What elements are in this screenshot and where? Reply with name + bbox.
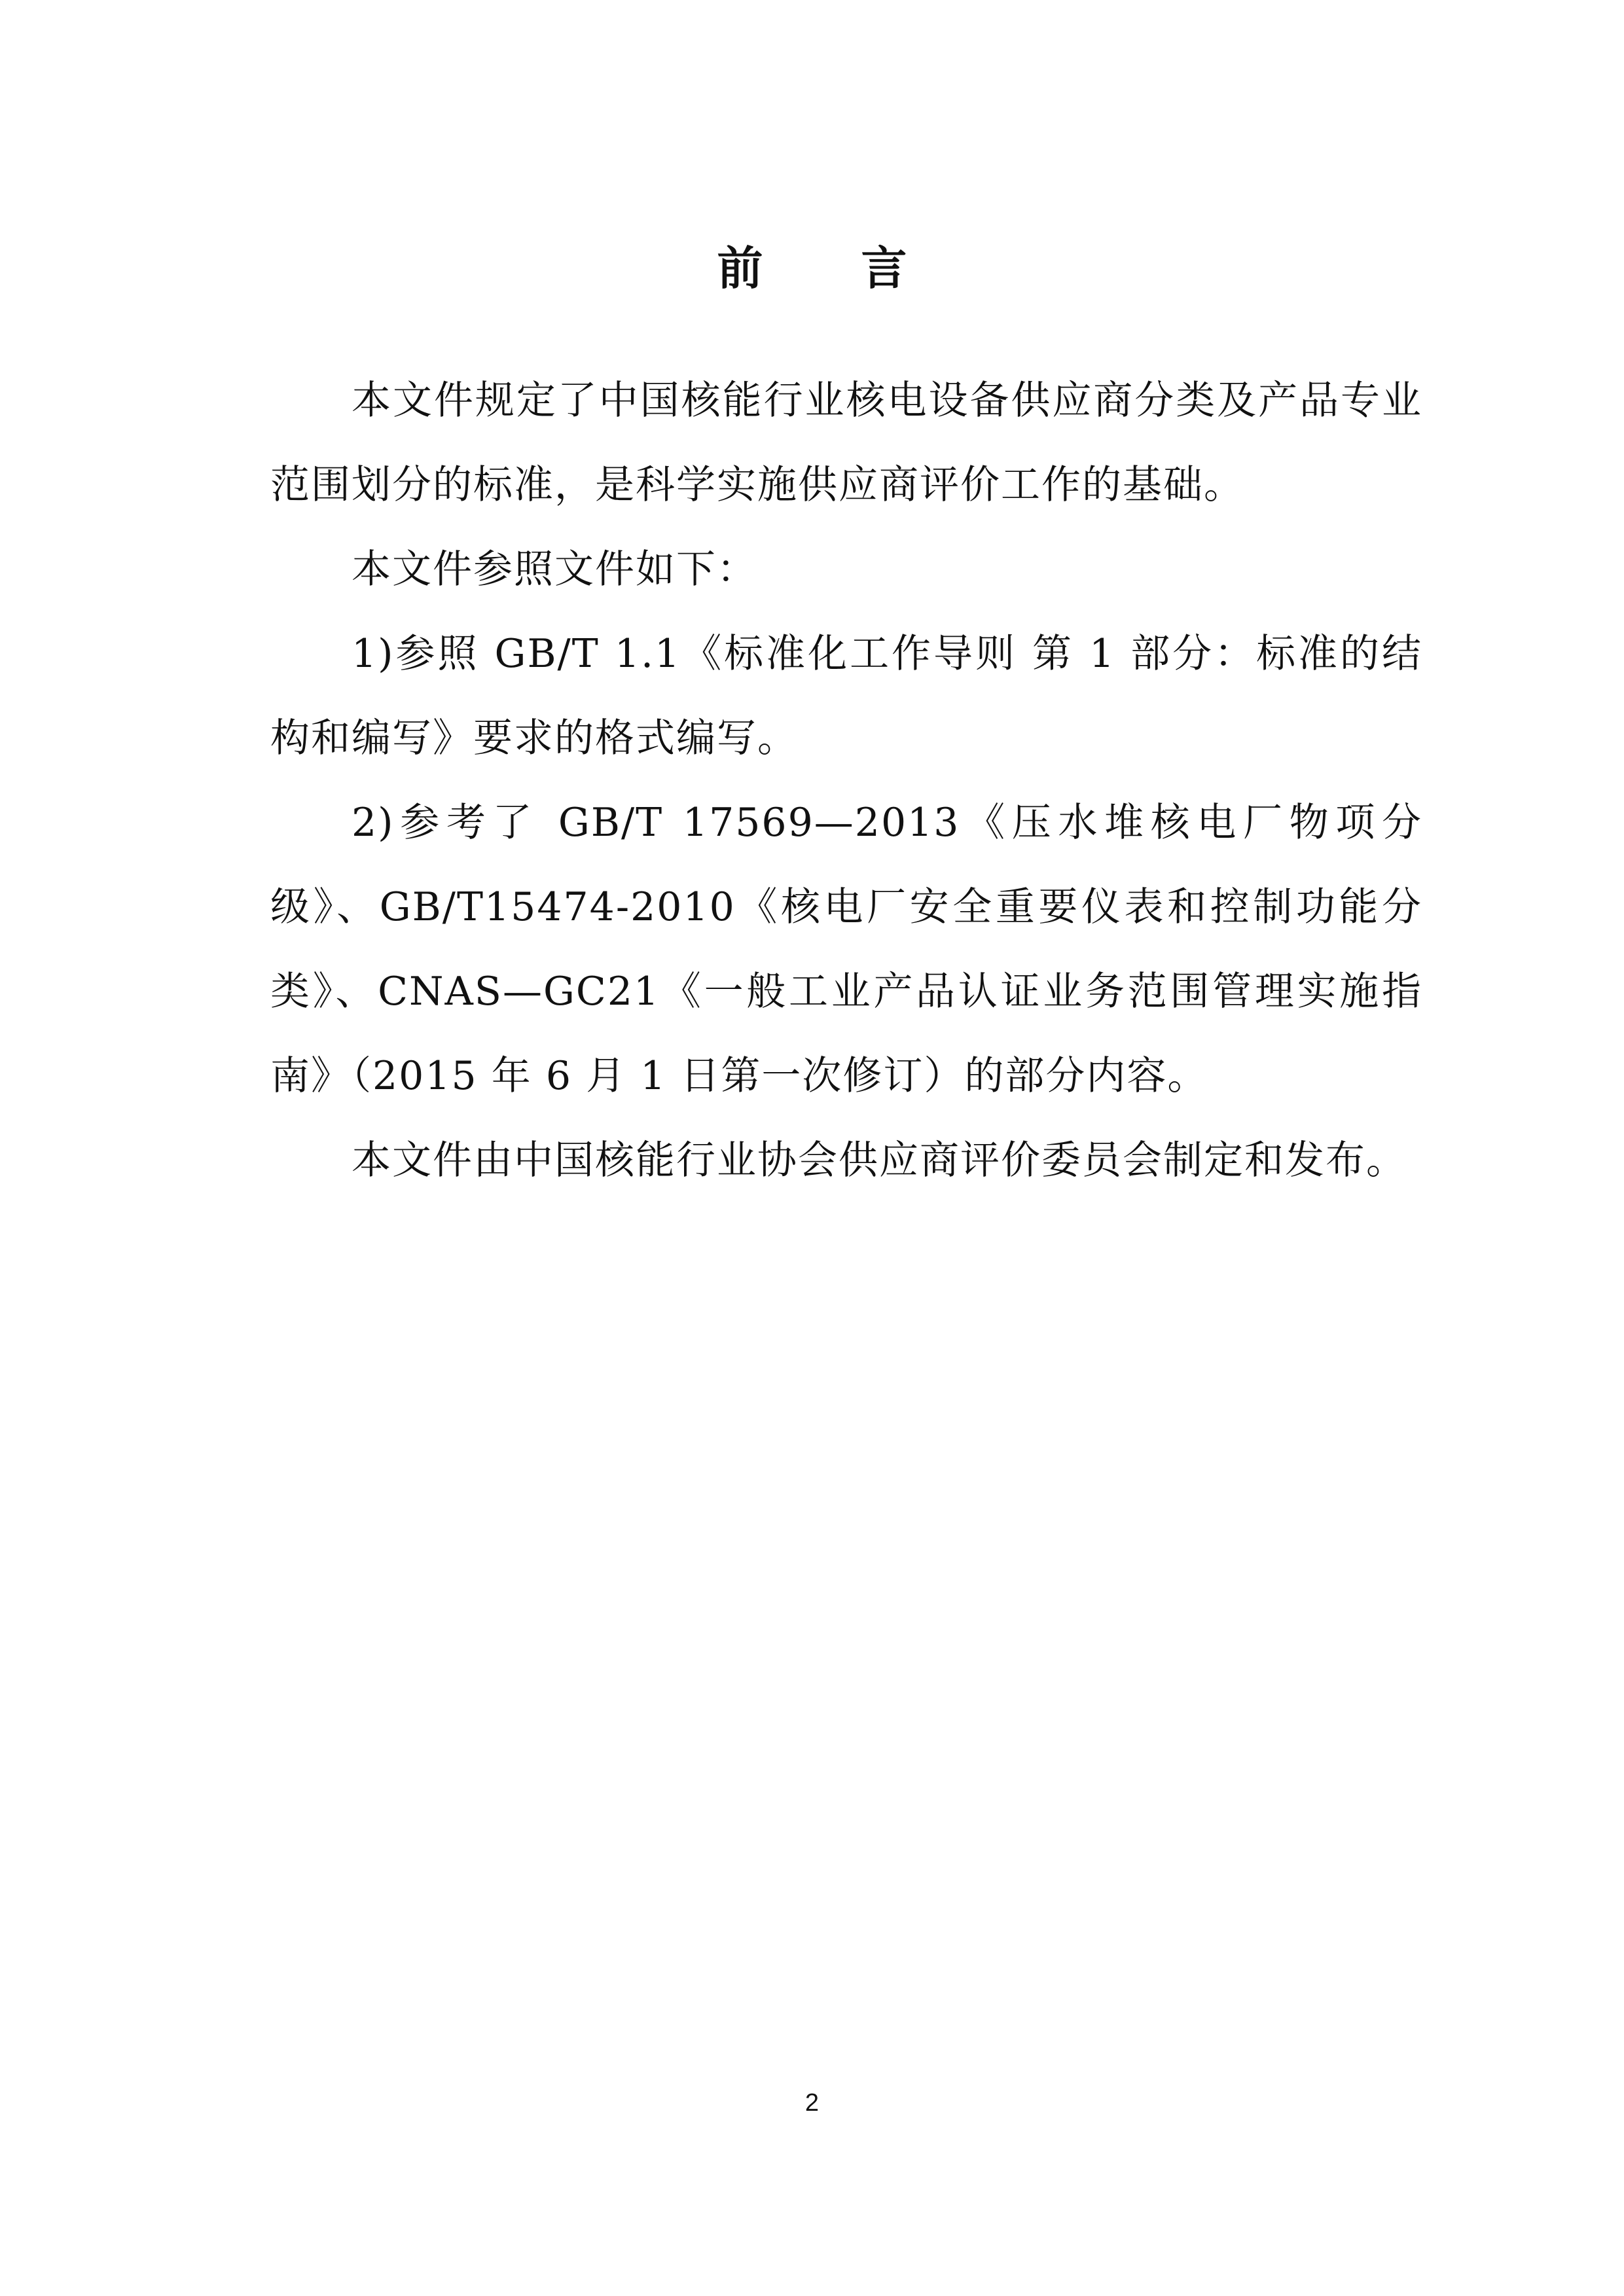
paragraph-scope: 本文件规定了中国核能行业核电设备供应商分类及产品专业范围划分的标准，是科学实施供应商评价工作的基础。 [270, 378, 1422, 508]
paragraph-reference-1: 1)参照 GB/T 1.1《标准化工作导则 第 1 部分：标准的结构和编写》要求的格式编写。 [270, 631, 1422, 761]
page-title: 前言 [717, 241, 1005, 295]
paragraph-references-intro: 本文件参照文件如下： [352, 547, 757, 592]
paragraph-reference-2: 2)参考了 GB/T 17569—2013《压水堆核电厂物项分级》、GB/T15474-2010《核电厂安全重要仪表和控制功能分类》、CNAS—GC21《一般工业产品认证业务范围管理实施指南》（2015 年 6 月 1 日第一次修订）的部分内容。 [270, 800, 1422, 1099]
preface-body [270, 359, 1422, 1203]
page-number: 2 [804, 2089, 820, 2117]
paragraph-publisher: 本文件由中国核能行业协会供应商评价委员会制定和发布。 [352, 1138, 1407, 1183]
